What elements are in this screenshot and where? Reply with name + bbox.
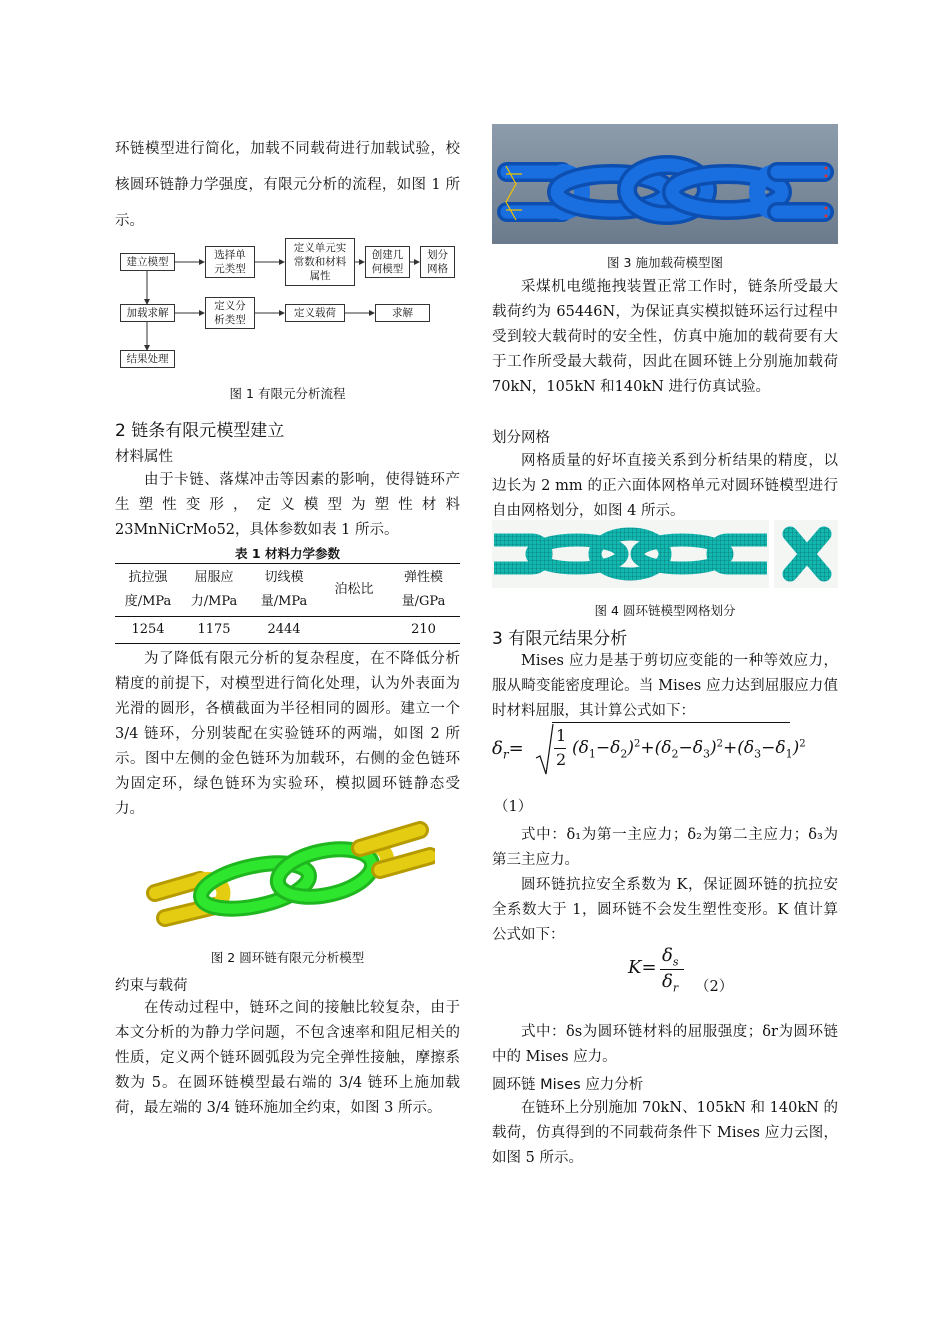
equation-2: K= $\delta_s$ $\delta_r$	[622, 945, 742, 995]
flow-solve: 求解	[375, 304, 430, 322]
eq1-where: 式中：δ₁为第一主应力；δ₂为第二主应力；δ₃为第三主应力。	[492, 827, 838, 868]
mesh-paragraph: 网格质量的好坏直接关系到分析结果的精度，以边长为 2 mm 的正六面体网格单元对圆环链模型进行自由网格划分，如图 4 所示。	[492, 453, 838, 519]
table-header: 屈服应力/MPa	[190, 570, 238, 609]
table-cell: 1254	[131, 622, 165, 637]
flow-define-load: 定义载荷	[285, 304, 345, 322]
fig3-load-model	[492, 124, 838, 244]
constraint-paragraph: 在传动过程中，链环之间的接触比较复杂，由于本文分析的为静力学问题，不包含速率和阻尼相关的性质，定义两个链环圆弧段为完全弹性接触，摩擦系数为 5。在圆环链模型最右端的 3/4 链环上施加载荷，最左端的 3/4 链环施加全约束，如图 3 所示。	[115, 1000, 460, 1116]
simplify-paragraph: 为了降低有限元分析的复杂程度，在不降低分析精度的前提下，对模型进行简化处理，认为外表面为光滑的圆形，各横截面为半径相同的圆形。建立一个 3/4 链环，分别装配在实验链环的两端，如图 2 所示。图中左侧的金色链环为加载环，右侧的金色链环为固定环，绿色链环为实验环，模拟圆环链静态受力。	[115, 651, 460, 817]
material-table	[115, 563, 460, 644]
constraint-heading: 约束与载荷	[115, 978, 188, 994]
fig4-caption: 图 4 圆环链模型网格划分	[594, 603, 736, 618]
load-paragraph: 采煤机电缆拖拽装置正常工作时，链条所受最大载荷约为 65446N，为保证真实模拟链环运行过程中受到较大载荷时的安全性，仿真中施加的载荷要有大于工作所受最大载荷，因此在圆环链上分别施加载荷 70kN，105kN 和140kN 进行仿真试验。	[492, 279, 838, 395]
section2-title: 2 链条有限元模型建立	[115, 421, 285, 441]
table-header: 切线模量/MPa	[260, 570, 308, 609]
sqrt-sign	[534, 722, 554, 776]
mises-analysis-paragraph: 在链环上分别施加 70kN、105kN 和 140kN 的载荷，仿真得到的不同载荷条件下 Mises 应力云图，如图 5 所示。	[492, 1100, 838, 1166]
table-cell: 1175	[197, 622, 231, 637]
section3-title: 3 有限元结果分析	[492, 629, 628, 649]
fig4-mesh-model	[492, 520, 838, 588]
eq2-number: （2）	[695, 979, 734, 995]
table-header: 弹性模量/GPa	[401, 570, 446, 609]
fig2-caption: 图 2 圆环链有限元分析模型	[210, 950, 365, 965]
table-cell: 2444	[267, 622, 301, 637]
material-heading: 材料属性	[115, 449, 173, 465]
flow-select-element: 选择单元类型	[205, 246, 255, 278]
mises-analysis-heading: 圆环链 Mises 应力分析	[492, 1077, 644, 1093]
safety-paragraph: 圆环链抗拉安全系数为 K，保证圆环链的抗拉安全系数大于 1，圆环链不会发生塑性变形。K 值计算公式如下：	[492, 877, 838, 943]
fe-flowchart	[115, 238, 460, 373]
fig2-chain-model	[145, 818, 435, 938]
equation-1: $\delta_r=$ 1 2 $(\delta_1-\delta_2)^2+(\delta_2-\delta_3)^2+(\delta_3-\delta_1)^2$	[492, 720, 838, 780]
flow-result: 结果处理	[120, 350, 175, 368]
flow-mesh: 划分网格	[420, 246, 455, 278]
table1-title: 表 1 材料力学参数	[235, 546, 340, 561]
fig1-caption: 图 1 有限元分析流程	[229, 386, 346, 401]
eq1-number: （1）	[494, 799, 533, 815]
table-header: 泊松比	[334, 582, 374, 597]
mesh-heading: 划分网格	[492, 430, 550, 446]
table-header: 抗拉强度/MPa	[124, 570, 172, 609]
flow-create-geometry: 创建几何模型	[365, 246, 410, 278]
mises-paragraph: Mises 应力是基于剪切应变能的一种等效应力，服从畸变能密度理论。当 Mises 应力达到屈服应力值时材料屈服，其计算公式如下：	[492, 653, 838, 719]
flow-define-analysis: 定义分析类型	[205, 297, 255, 329]
table-cell	[321, 617, 387, 644]
flow-load-solve: 加载求解	[120, 304, 175, 322]
intro-paragraph: 环链模型进行简化，加载不同载荷进行加载试验，校核圆环链静力学强度，有限元分析的流程，如图 1 所示。	[115, 141, 460, 229]
table-cell: 210	[411, 622, 436, 637]
flow-build-model: 建立模型	[120, 253, 175, 271]
fig3-chain	[492, 124, 838, 244]
fig3-caption: 图 3 施加载荷模型图	[607, 255, 723, 270]
eq2-where: 式中：δs为圆环链材料的屈服强度；δr为圆环链中的 Mises 应力。	[492, 1024, 838, 1065]
material-paragraph: 由于卡链、落煤冲击等因素的影响，使得链环产生塑性变形，定义模型为塑性材料23MnNiCrMo52，具体参数如表 1 所示。	[115, 472, 460, 538]
flow-define-constants: 定义单元实常数和材料属性	[285, 238, 355, 286]
